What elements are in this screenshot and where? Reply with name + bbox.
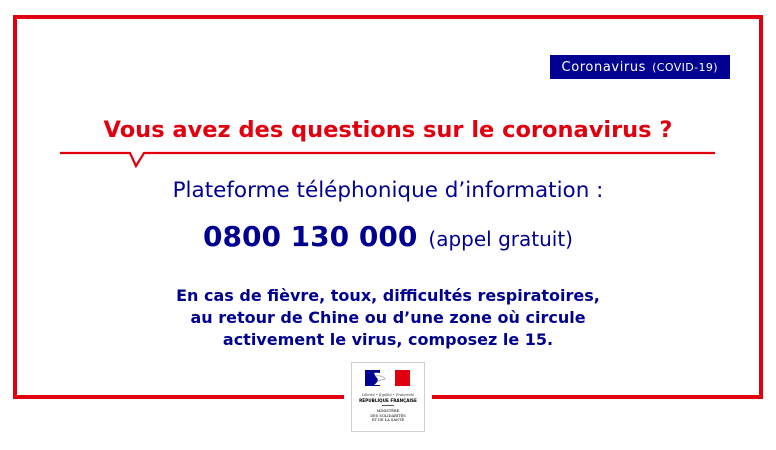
ministry-line: MINISTÈRE [376, 409, 400, 413]
ministry-logo [351, 362, 425, 432]
ministry-line: DES SOLIDARITÉS [370, 413, 406, 418]
advice-text [0, 285, 776, 351]
logo-motto: Liberté • Égalité • Fraternité [361, 393, 415, 397]
marianne-flag-icon [352, 363, 424, 393]
ministry-line: ET DE LA SANTÉ [371, 418, 405, 423]
advice-line: En cas de fièvre, toux, difficultés respiratoires, [176, 286, 600, 305]
platform-label: Plateforme téléphonique d’information : [172, 178, 604, 203]
phone-line [0, 220, 776, 253]
advice-line: au retour de Chine ou d’une zone où circule [190, 308, 586, 327]
headline-question: Vous avez des questions sur le coronavirus ? [103, 117, 673, 143]
badge-sub-text: (COVID-19) [652, 60, 718, 74]
badge-main-text: Coronavirus [561, 59, 647, 75]
covid-badge [550, 55, 730, 79]
phone-number: 0800 130 000 [203, 220, 418, 253]
phone-note: (appel gratuit) [428, 227, 573, 251]
advice-line: activement le virus, composez le 15. [222, 330, 554, 349]
speech-bubble-underline-icon [60, 151, 715, 171]
logo-rule [382, 405, 394, 406]
logo-ministry [352, 409, 424, 423]
logo-republic: RÉPUBLIQUE FRANÇAISE [359, 398, 417, 403]
